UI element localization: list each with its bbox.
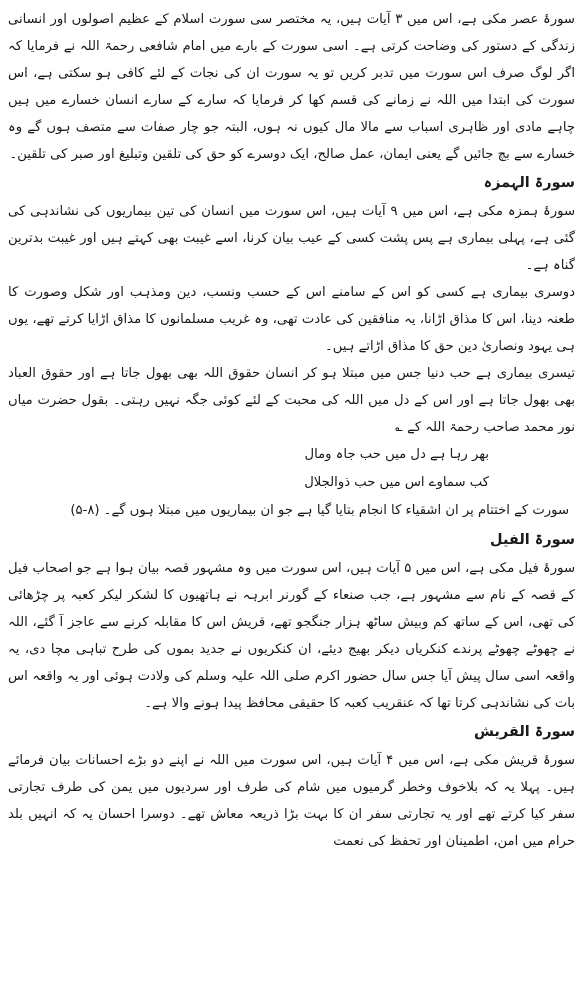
surah-humazah-heading: سورۃ الہمزہ [483,175,575,191]
surah-fil-paragraph: سورۂ فیل مکی ہے، اس میں ۵ آیات ہیں، اس سورت میں وہ مشہور قصہ بیان ہوا ہے جو اصحاب فیل کے قصہ کے نام سے مشہور ہے، جب صنعاء کے گورنر ابرہہ نے ہاتھیوں کا لشکر لیکر کعبہ پر چڑھائی کی تھی، اس کے ساتھ کم وبیش ساٹھ ہزار جنگجو تھے، قریش اس کا مقابلہ کرنے سے عاجز آ گئے، اللہ نے چھوٹے چھوٹے پرندے کنکریاں دیکر بھیج دیئے، ان کنکریوں نے جدید بموں کی طرح تباہی مچا دی، یہ واقعہ اسی سال پیش آیا جس سال حضور اکرم صلی اللہ علیہ وسلم کی ولادت ہوئی اور یہ واقعہ اس بات کی نشاندہی کرتا تھا کہ عنقریب کعبہ کا حقیقی محافظ پیدا ہونے والا ہے۔ [8,561,575,711]
surah-humazah-paragraph-1: سورۂ ہمزہ مکی ہے، اس میں ۹ آیات ہیں، اس سورت میں انسان کی تین بیماریوں کی نشاندہی کی گئی ہے، پہلی بیماری ہے پس پشت کسی کے عیب بیان کرنا، اسے غیبت بھی کہتے ہیں اور غیبت بدترین گناہ ہے۔ [8,204,575,273]
surah-quraysh-heading: سورۃ القریش [473,724,575,740]
surah-fil-heading: سورۃ الفیل [490,532,575,548]
surah-humazah-paragraph-2: دوسری بیماری ہے کسی کو اس کے سامنے اس کے حسب ونسب، دین ومذہب اور شکل وصورت کا طعنہ دینا، اس کا مذاق اڑانا، یہ منافقین کی عادت تھی، وہ غریب مسلمانوں کا مذاق اڑایا کرتے تھے، یوں ہی یہود ونصاریٰ دین حق کا مذاق اڑاتے ہیں۔ [8,285,575,354]
poetry-verse-line-1: بھر رہا ہے دل میں حب جاہ ومال [304,447,489,462]
surah-quraysh-paragraph: سورۂ قریش مکی ہے، اس میں ۴ آیات ہیں، اس سورت میں اللہ نے اپنے دو بڑے احسانات بیان فرمائے ہیں۔ پہلا یہ کہ بلاخوف وخطر گرمیوں میں شام کی طرف اور سردیوں میں یمن کی طرف تجارتی سفر کیا کرتے تھے اور یہ تجارتی سفر ان کا بہت بڑا ذریعہ معاش تھے۔ دوسرا احسان یہ کہ انہیں بلد حرام میں امن، اطمینان اور تحفظ کی نعمت [8,753,575,849]
surah-humazah-paragraph-3: تیسری بیماری ہے حب دنیا جس میں مبتلا ہو کر انسان حقوق اللہ بھی بھول جاتا ہے اور حقوق العباد بھی بھول جاتا ہے اور اس کے دل میں اللہ کی محبت کے لئے کوئی جگہ نہیں رہتی۔ بقول حضرت میاں نور محمد صاحب رحمۃ اللہ کے ؎ [8,366,575,435]
surah-humazah-conclusion: سورت کے اختتام پر ان اشقیاء کا انجام بتایا گیا ہے جو ان بیماریوں میں مبتلا ہوں گے۔ (۸-۵) [70,503,569,518]
surah-asr-paragraph: سورۂ عصر مکی ہے، اس میں ۳ آیات ہیں، یہ مختصر سی سورت اسلام کے عظیم اصولوں اور انسانی زندگی کے دستور کی وضاحت کرتی ہے۔ اسی سورت کے بارے میں امام شافعی رحمۃ اللہ نے فرمایا کہ اگر لوگ صرف اس سورت میں تدبر کریں تو یہ سورت ان کی نجات کے لئے کافی ہو سکتی ہے، اس سورت کی ابتدا میں اللہ نے زمانے کی قسم کھا کر فرمایا کہ سارے کے سارے انسان خسارے میں ہیں چاہے مادی اور ظاہری اسباب سے مالا مال کیوں نہ ہوں، البتہ جو چار صفات سے متصف ہوں گے وہ خسارے سے بچ جائیں گے یعنی ایمان، عمل صالح، ایک دوسرے کو حق کی تلقین وتبلیغ اور صبر کی تلقین۔ [8,12,575,162]
poetry-verse-line-2: کب سماوے اس میں حب ذوالجلال [304,475,489,490]
